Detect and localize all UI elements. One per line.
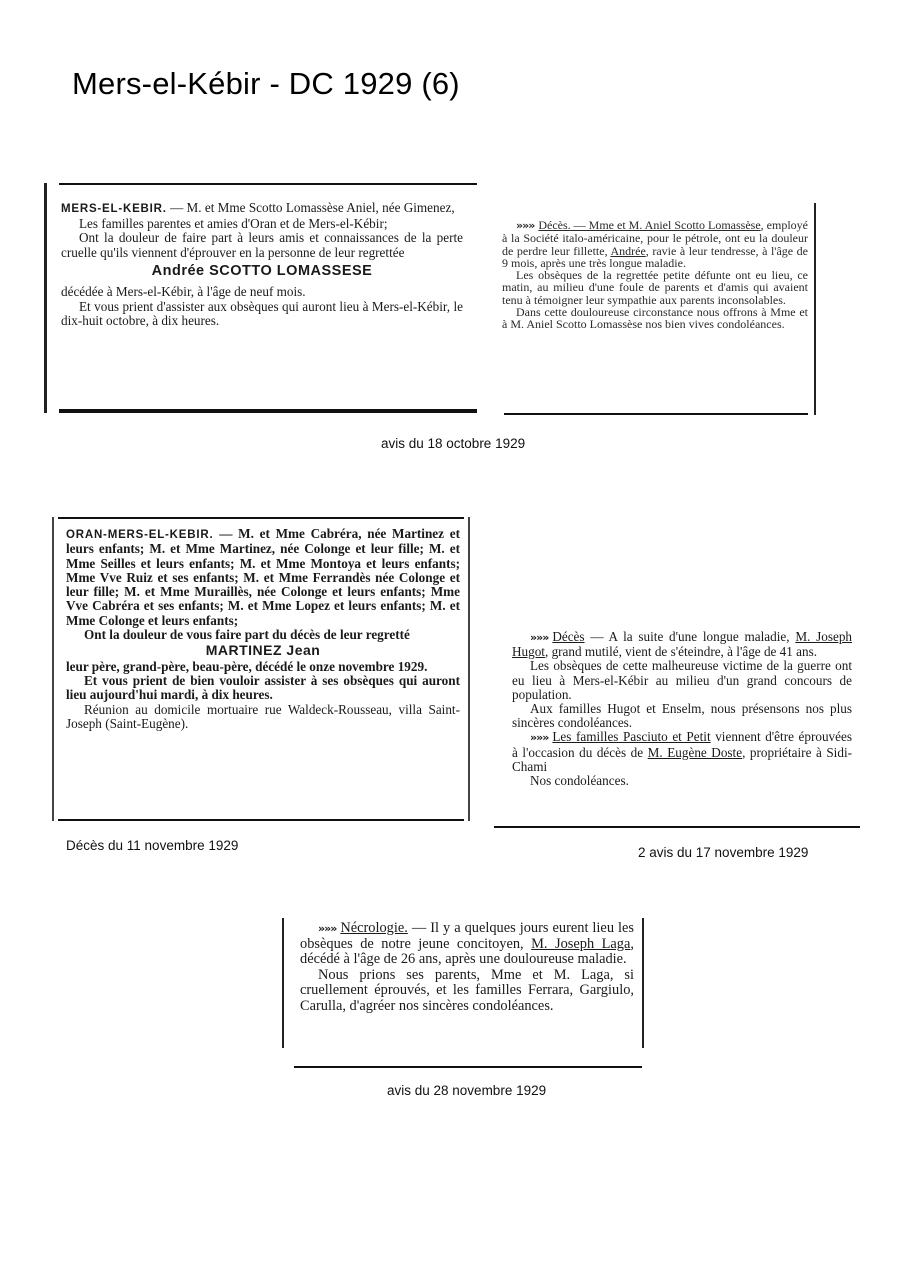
clipping-body bbox=[300, 921, 634, 1014]
clipping-text: décédée à Mers-el-Kébir, à l'âge de neuf mois. bbox=[61, 283, 306, 299]
deceased-name: Andrée SCOTTO LOMASSESE bbox=[151, 263, 373, 280]
rule bbox=[504, 413, 808, 415]
clipping-body bbox=[502, 219, 808, 331]
caption: avis du 18 octobre 1929 bbox=[381, 436, 526, 451]
caption: 2 avis du 17 novembre 1929 bbox=[638, 845, 809, 860]
clipping-text: , décédé à l'âge de 26 ans, après une douloureuse maladie. bbox=[300, 935, 634, 967]
clipping-heading: ORAN-MERS-EL-KEBIR. bbox=[66, 529, 214, 541]
clipping-text: Nos condoléances. bbox=[530, 773, 629, 789]
clipping-body bbox=[512, 630, 852, 788]
clipping-text: — Il y a quelques jours eurent lieu les obsèques de notre jeune concitoyen, bbox=[300, 920, 634, 952]
clipping-text: — A la suite d'une longue maladie, bbox=[584, 629, 796, 644]
clipping-text: Les obsèques de la regrettée petite défunte ont eu lieu, ce matin, au milieu d'une foule de parents et d'amis qui avaient tenu à témoigner leur sympathie aux parents inconsolables. bbox=[502, 268, 808, 307]
rule bbox=[59, 183, 477, 185]
caption: Décès du 11 novembre 1929 bbox=[66, 838, 239, 853]
clipping-text: Les obsèques de cette malheureuse victime de la guerre ont eu lieu à Mers-el-Kébir au milieu d'un grand concours de population. bbox=[512, 658, 852, 702]
clipping-text: Réunion au domicile mortuaire rue Waldeck-Rousseau, villa Saint-Joseph (Saint-Eugène). bbox=[66, 701, 460, 731]
clipping-heading: Nécrologie. bbox=[340, 920, 408, 936]
clipping-text: — M. et Mme Scotto Lomassèse Aniel, née Gimenez, bbox=[166, 200, 455, 215]
clipping-martinez-jean bbox=[52, 517, 470, 821]
clipping-text: M. Joseph Hugot bbox=[512, 629, 853, 660]
clipping-text: M. Joseph Laga bbox=[531, 935, 631, 952]
clipping-necrologie-laga bbox=[282, 918, 642, 1068]
clipping-text: viennent d'être éprouvées à l'occasion du décès de bbox=[512, 729, 852, 760]
ornament-icon: »»» bbox=[516, 219, 535, 232]
rule bbox=[59, 409, 477, 413]
clipping-text: , ravie à leur tendresse, à l'âge de 9 mois, après une très longue maladie. bbox=[502, 243, 808, 270]
clipping-text: Les familles parentes et amies d'Oran et de Mers-el-Kébir; bbox=[79, 215, 388, 231]
clipping-text: Ont la douleur de vous faire part du décès de leur regretté bbox=[84, 627, 410, 643]
caption: avis du 28 novembre 1929 bbox=[387, 1083, 547, 1098]
clipping-text: leur père, grand-père, beau-père, décédé le onze novembre 1929. bbox=[66, 658, 428, 674]
clipping-deces-hugot bbox=[494, 626, 860, 828]
clipping-body bbox=[61, 201, 463, 329]
clipping-scotto-lomassese-family bbox=[44, 183, 477, 413]
rule bbox=[294, 1066, 642, 1068]
clipping-text: Et vous prient de bien vouloir assister à ses obsèques qui auront lieu aujourd'hui mardi, à dix heures. bbox=[66, 672, 460, 703]
ornament-icon: »»» bbox=[530, 731, 549, 745]
deceased-name: MARTINEZ Jean bbox=[205, 642, 321, 659]
clipping-text: , grand mutilé, vient de s'éteindre, à l'âge de 41 ans. bbox=[544, 644, 818, 660]
clipping-text: , propriétaire à Sidi-Chami bbox=[512, 744, 853, 774]
clipping-heading: Décès bbox=[552, 629, 585, 644]
clipping-body bbox=[66, 527, 460, 731]
clipping-frame bbox=[282, 918, 644, 1048]
clipping-text: Andrée bbox=[610, 243, 646, 258]
clipping-text: , employé à la Société italo-américaine, pour le pétrole, ont eu la douleur de perdre leur fillette, bbox=[502, 218, 808, 258]
clipping-text: Dans cette douloureuse circonstance nous offrons à Mme et à M. Aniel Scotto Lomassèse nos bien vives condoléances. bbox=[502, 305, 808, 332]
ornament-icon: »»» bbox=[318, 922, 337, 935]
clipping-text: — M. et Mme Cabréra, née Martinez et leurs enfants; M. et Mme Martinez, née Colonge et leur fille; M. et Mme Seilles et leurs enfants; M. et Mme Montoya et leurs enfants; Mme Vve Ruiz et ses enfants; M. et Mme Ferrandès née Colonge et leur fille; M. et Mme Muraillès, née Colonge et leurs enfants; Mme Vve Cabréra et ses enfants; M. et Mme Lopez et leurs enfants; M. et Mme Colonge et leurs enfants; bbox=[66, 526, 460, 628]
rule bbox=[494, 826, 860, 828]
clipping-text: — Mme et M. Aniel Scotto Lomassèse bbox=[570, 218, 761, 232]
clipping-heading: Décès. bbox=[538, 218, 571, 232]
clipping-text: Les familles Pasciuto et Petit bbox=[552, 729, 711, 745]
ornament-icon: »»» bbox=[530, 631, 549, 644]
clipping-text: Nous prions ses parents, Mme et M. Laga, si cruellement éprouvés, et les familles Ferrara, Gargiulo, Carulla, d'agréer nos sincères condoléances. bbox=[300, 966, 634, 1014]
page-title: Mers-el-Kébir - DC 1929 (6) bbox=[72, 66, 460, 101]
rule bbox=[58, 517, 464, 519]
clipping-deces-andree bbox=[486, 203, 816, 415]
rule bbox=[58, 819, 464, 821]
clipping-text: Aux familles Hugot et Enselm, nous présensons nos plus sincères condoléances. bbox=[512, 701, 852, 731]
clipping-text: M. Eugène Doste bbox=[647, 744, 743, 760]
clipping-text: Ont la douleur de faire part à leurs amis et connaissances de la perte cruelle qu'ils viennent d'éprouver en la personne de leur regrettée bbox=[61, 230, 463, 260]
clipping-text: Et vous prient d'assister aux obsèques qui auront lieu à Mers-el-Kébir, le dix-huit octobre, à dix heures. bbox=[61, 298, 463, 329]
clipping-heading: MERS-EL-KEBIR. bbox=[61, 203, 167, 215]
